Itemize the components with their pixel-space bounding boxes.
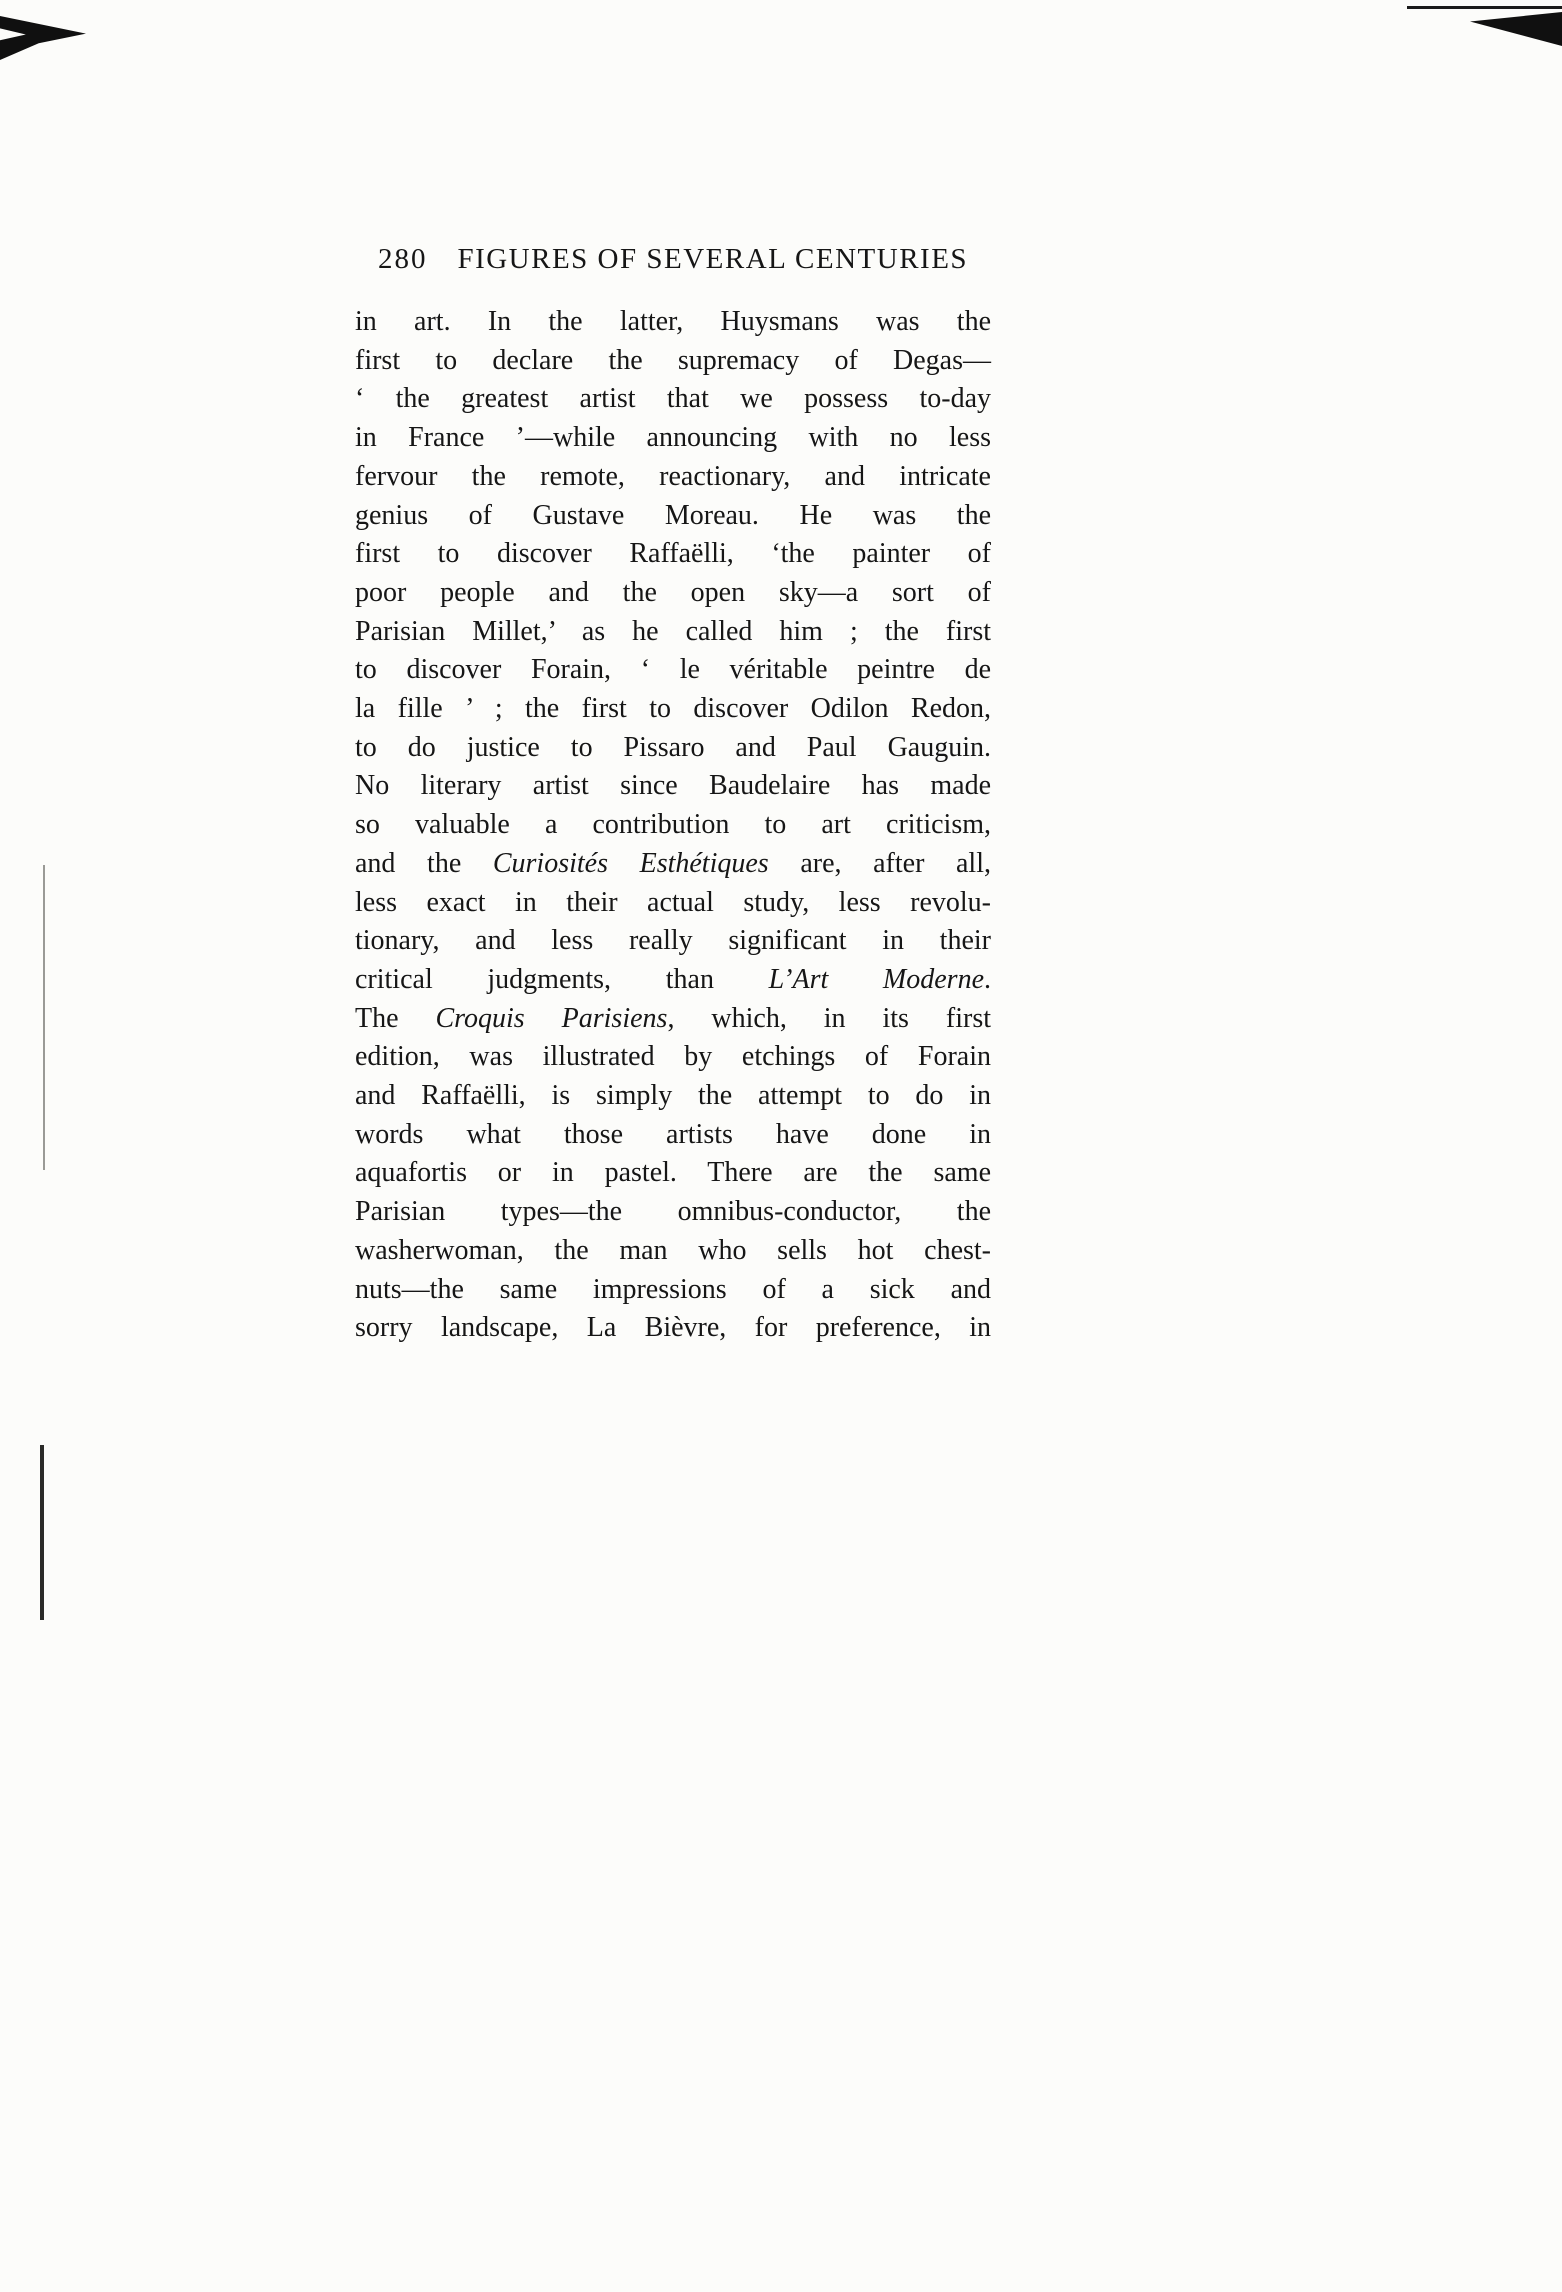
text-line: nuts—the same impressions of a sick and bbox=[355, 1273, 991, 1305]
text-line: poor people and the open sky—a sort of bbox=[355, 576, 991, 608]
text-line: so valuable a contribution to art criticism, bbox=[355, 809, 991, 841]
text-line: in art. In the latter, Huysmans was the bbox=[355, 306, 991, 337]
body-text bbox=[355, 303, 991, 1348]
text-line: ‘ the greatest artist that we possess to-day bbox=[355, 383, 991, 415]
text-line: critical judgments, than L’Art Moderne. bbox=[355, 963, 991, 995]
text-line: first to declare the supremacy of Degas— bbox=[355, 344, 991, 376]
text-line: la fille ’ ; the first to discover Odilon Redon, bbox=[355, 693, 991, 725]
text-line: Parisian Millet,’ as he called him ; the first bbox=[355, 615, 991, 647]
text-line: genius of Gustave Moreau. He was the bbox=[355, 499, 991, 531]
running-title: FIGURES OF SEVERAL CENTURIES bbox=[457, 243, 969, 275]
text-line: sorry landscape, La Bièvre, for preference, in bbox=[355, 1312, 991, 1344]
text-line: to do justice to Pissaro and Paul Gauguin. bbox=[355, 731, 991, 763]
text-line: fervour the remote, reactionary, and intricate bbox=[355, 460, 991, 492]
scan-artifact-left-margin-line bbox=[43, 865, 45, 1170]
scan-artifact-left-margin-mark bbox=[40, 1445, 44, 1620]
text-line: less exact in their actual study, less revolu- bbox=[355, 886, 991, 918]
text-line: to discover Forain, ‘ le véritable peintre de bbox=[355, 654, 991, 686]
text-line: tionary, and less really significant in their bbox=[355, 925, 991, 957]
page-number: 280 bbox=[377, 243, 428, 275]
text-line: No literary artist since Baudelaire has made bbox=[355, 770, 991, 802]
text-line: The Croquis Parisiens, which, in its first bbox=[355, 1002, 992, 1034]
text-block bbox=[355, 240, 991, 1348]
text-line: aquafortis or in pastel. There are the same bbox=[355, 1157, 991, 1189]
page-header bbox=[355, 240, 991, 278]
text-line: in France ’—while announcing with no less bbox=[355, 422, 991, 454]
text-line: Parisian types—the omnibus-conductor, the bbox=[355, 1196, 991, 1228]
text-line: first to discover Raffaëlli, ‘the painter of bbox=[355, 538, 991, 570]
scan-artifact-top-left bbox=[0, 16, 86, 60]
text-line: and the Curiosités Esthétiques are, after all, bbox=[355, 847, 991, 879]
text-line: and Raffaëlli, is simply the attempt to do in bbox=[355, 1080, 991, 1112]
scan-artifact-top-right-line bbox=[1407, 6, 1562, 9]
text-line: washerwoman, the man who sells hot chest- bbox=[355, 1234, 991, 1266]
text-line: words what those artists have done in bbox=[355, 1118, 991, 1150]
text-line: edition, was illustrated by etchings of Forain bbox=[355, 1041, 991, 1073]
scan-artifact-top-right-wedge bbox=[1470, 12, 1562, 46]
